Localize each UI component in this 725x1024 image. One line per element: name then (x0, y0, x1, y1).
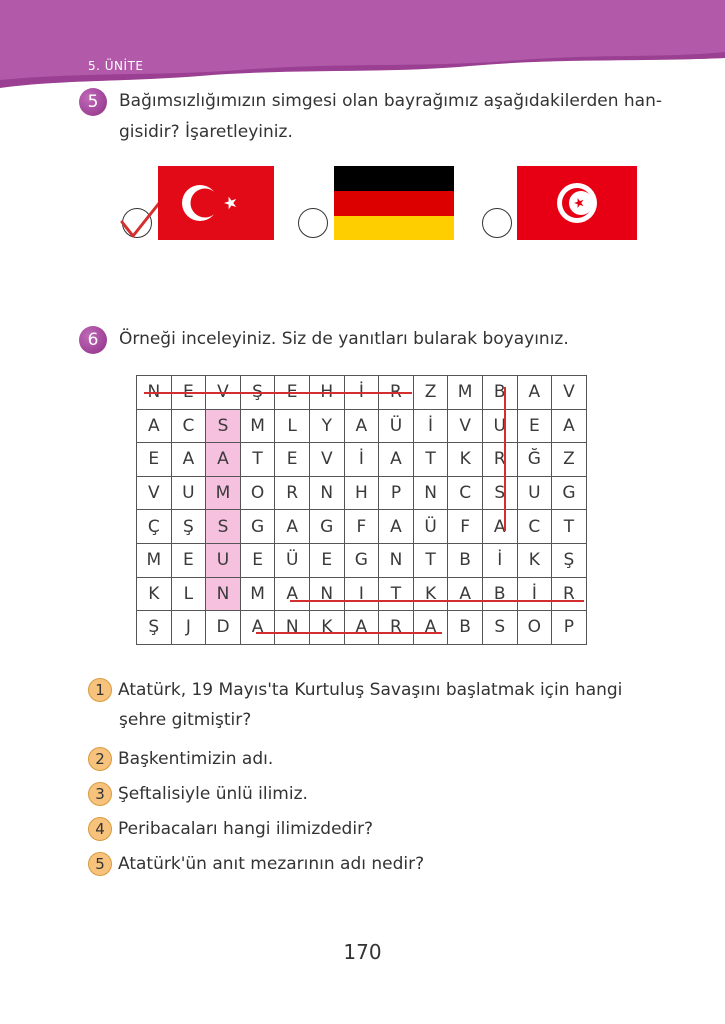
grid-row (137, 376, 587, 410)
grid-cell[interactable]: A (413, 611, 448, 645)
grid-cell[interactable]: M (240, 577, 275, 611)
germany-flag (334, 166, 454, 240)
grid-cell[interactable]: Ş (171, 510, 206, 544)
tunisia-flag (517, 166, 637, 240)
grid-cell[interactable]: E (517, 409, 552, 443)
turkey-flag (158, 166, 274, 240)
grid-cell[interactable]: A (448, 577, 483, 611)
grid-cell[interactable]: H (309, 376, 344, 410)
grid-cell[interactable]: N (206, 577, 241, 611)
grid-cell[interactable]: N (309, 577, 344, 611)
question-number-6: 6 (79, 326, 107, 354)
grid-cell[interactable]: Y (309, 409, 344, 443)
clue-5 (88, 852, 424, 876)
grid-cell[interactable]: R (379, 611, 414, 645)
grid-cell[interactable]: G (240, 510, 275, 544)
grid-cell[interactable]: V (206, 376, 241, 410)
grid-cell[interactable]: K (137, 577, 172, 611)
grid-cell[interactable]: C (171, 409, 206, 443)
grid-row (137, 543, 587, 577)
grid-cell[interactable]: A (206, 443, 241, 477)
clue-number: 3 (88, 782, 112, 806)
grid-cell[interactable]: N (413, 476, 448, 510)
grid-cell[interactable]: D (206, 611, 241, 645)
grid-cell[interactable]: F (448, 510, 483, 544)
grid-cell[interactable]: O (240, 476, 275, 510)
grid-cell[interactable]: E (275, 376, 310, 410)
grid-cell[interactable]: N (275, 611, 310, 645)
grid-cell[interactable]: L (275, 409, 310, 443)
grid-cell[interactable]: S (482, 476, 517, 510)
grid-cell[interactable]: İ (517, 577, 552, 611)
option-circle-germany[interactable] (298, 208, 328, 238)
grid-cell[interactable]: T (552, 510, 587, 544)
grid-cell[interactable]: Z (552, 443, 587, 477)
grid-cell[interactable]: Ş (552, 543, 587, 577)
grid-cell[interactable]: Ü (275, 543, 310, 577)
clue-1-continued: şehre gitmiştir? (119, 710, 252, 730)
grid-row (137, 577, 587, 611)
grid-cell[interactable]: C (517, 510, 552, 544)
grid-cell[interactable]: A (482, 510, 517, 544)
clue-text: Şeftalisiyle ünlü ilimiz. (118, 784, 308, 804)
option-circle-tunisia[interactable] (482, 208, 512, 238)
grid-cell[interactable]: Ş (240, 376, 275, 410)
clue-text: Peribacaları hangi ilimizdedir? (118, 819, 374, 839)
grid-cell[interactable]: G (309, 510, 344, 544)
grid-cell[interactable]: Ş (137, 611, 172, 645)
grid-cell[interactable]: Ğ (517, 443, 552, 477)
clue-1 (88, 678, 622, 702)
clue-number: 1 (88, 678, 112, 702)
grid-cell[interactable]: G (344, 543, 379, 577)
grid-cell[interactable]: A (379, 443, 414, 477)
clue-text: Atatürk, 19 Mayıs'ta Kurtuluş Savaşını başlatmak için hangi (118, 680, 623, 700)
grid-cell[interactable]: E (137, 443, 172, 477)
grid-cell[interactable]: M (240, 409, 275, 443)
clue-3 (88, 782, 308, 806)
word-search-grid (136, 375, 587, 645)
grid-cell[interactable]: E (171, 376, 206, 410)
clue-number: 4 (88, 817, 112, 841)
grid-cell[interactable]: K (517, 543, 552, 577)
grid-cell[interactable]: H (344, 476, 379, 510)
grid-cell[interactable]: N (309, 476, 344, 510)
question-number-5: 5 (79, 88, 107, 116)
grid-cell[interactable]: R (275, 476, 310, 510)
unit-label: 5. ÜNİTE (88, 59, 144, 73)
grid-cell[interactable]: T (413, 443, 448, 477)
grid-cell[interactable]: K (448, 443, 483, 477)
question-5-text-line2: gisidir? İşaretleyiniz. (119, 122, 293, 142)
grid-cell[interactable]: A (171, 443, 206, 477)
grid-cell[interactable]: T (379, 577, 414, 611)
grid-cell[interactable]: N (137, 376, 172, 410)
grid-row (137, 443, 587, 477)
clue-4 (88, 817, 373, 841)
unit-banner (0, 0, 725, 90)
grid-cell[interactable]: O (517, 611, 552, 645)
grid-cell[interactable]: E (275, 443, 310, 477)
grid-cell[interactable]: P (379, 476, 414, 510)
grid-cell[interactable]: E (309, 543, 344, 577)
grid-cell[interactable]: Ç (137, 510, 172, 544)
grid-cell[interactable]: L (171, 577, 206, 611)
grid-cell[interactable]: M (448, 376, 483, 410)
grid-cell[interactable]: İ (482, 543, 517, 577)
grid-cell[interactable]: A (275, 510, 310, 544)
clue-number: 2 (88, 747, 112, 771)
question-5-text-line1: Bağımsızlığımızın simgesi olan bayrağımız aşağıdakilerden han- (119, 91, 663, 111)
grid-cell[interactable]: J (171, 611, 206, 645)
grid-cell[interactable]: I (344, 577, 379, 611)
grid-cell[interactable]: A (344, 611, 379, 645)
grid-cell[interactable]: U (517, 476, 552, 510)
grid-row (137, 510, 587, 544)
grid-cell[interactable]: E (171, 543, 206, 577)
grid-cell[interactable]: B (448, 611, 483, 645)
grid-cell[interactable]: R (482, 443, 517, 477)
grid-cell[interactable]: S (206, 510, 241, 544)
grid-cell[interactable]: A (275, 577, 310, 611)
grid-cell[interactable]: U (171, 476, 206, 510)
grid-cell[interactable]: V (552, 376, 587, 410)
grid-cell[interactable]: C (448, 476, 483, 510)
grid-cell[interactable]: V (309, 443, 344, 477)
page-number: 170 (343, 940, 382, 964)
question-6-text: Örneği inceleyiniz. Siz de yanıtları bularak boyayınız. (119, 329, 569, 349)
grid-cell[interactable]: V (448, 409, 483, 443)
grid-cell[interactable]: S (482, 611, 517, 645)
grid-cell[interactable]: R (379, 376, 414, 410)
grid-cell[interactable]: S (206, 409, 241, 443)
grid-cell[interactable]: M (206, 476, 241, 510)
grid-cell[interactable]: P (552, 611, 587, 645)
grid-cell[interactable]: E (240, 543, 275, 577)
grid-cell[interactable]: K (309, 611, 344, 645)
clue-2 (88, 747, 273, 771)
clue-number: 5 (88, 852, 112, 876)
grid-cell[interactable]: A (552, 409, 587, 443)
grid-cell[interactable]: A (137, 409, 172, 443)
grid-cell[interactable]: M (137, 543, 172, 577)
grid-cell[interactable]: R (552, 577, 587, 611)
grid-cell[interactable]: U (206, 543, 241, 577)
grid-cell[interactable]: A (379, 510, 414, 544)
grid-cell[interactable]: B (482, 376, 517, 410)
clue-text: Atatürk'ün anıt mezarının adı nedir? (118, 854, 425, 874)
grid-row (137, 409, 587, 443)
grid-row (137, 476, 587, 510)
grid-cell[interactable]: B (482, 577, 517, 611)
grid-cell[interactable]: B (448, 543, 483, 577)
grid-cell[interactable]: İ (413, 409, 448, 443)
grid-cell[interactable]: K (413, 577, 448, 611)
clue-text: Başkentimizin adı. (118, 749, 274, 769)
grid-row (137, 611, 587, 645)
grid-cell[interactable]: Ü (379, 409, 414, 443)
grid-cell[interactable]: U (482, 409, 517, 443)
grid-cell[interactable]: Ü (413, 510, 448, 544)
grid-cell[interactable]: İ (344, 376, 379, 410)
grid-cell[interactable]: F (344, 510, 379, 544)
grid-cell[interactable]: A (240, 611, 275, 645)
grid-cell[interactable]: G (552, 476, 587, 510)
grid-cell[interactable]: V (137, 476, 172, 510)
grid-cell[interactable]: A (344, 409, 379, 443)
grid-cell[interactable]: Z (413, 376, 448, 410)
grid-cell[interactable]: T (413, 543, 448, 577)
grid-cell[interactable]: T (240, 443, 275, 477)
grid-cell[interactable]: İ (344, 443, 379, 477)
grid-cell[interactable]: A (517, 376, 552, 410)
grid-cell[interactable]: N (379, 543, 414, 577)
